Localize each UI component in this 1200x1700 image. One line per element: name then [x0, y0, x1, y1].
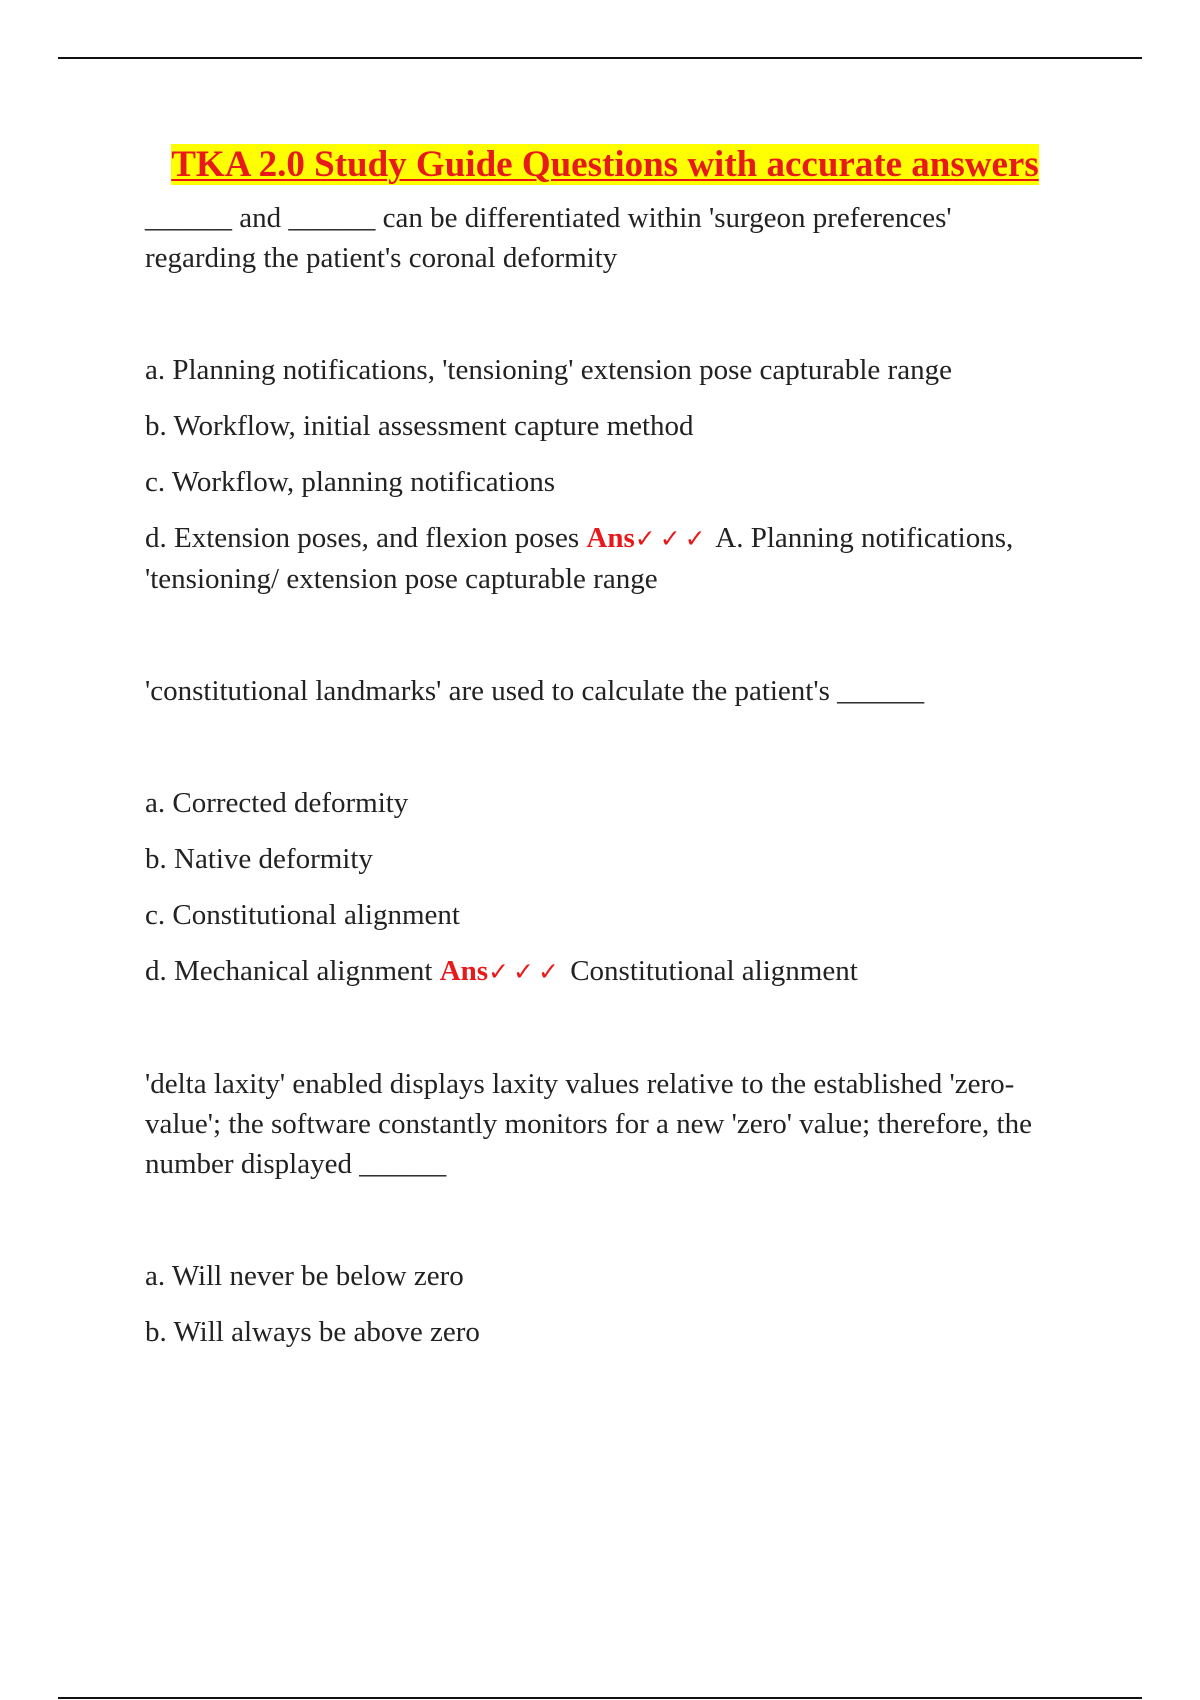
question-1-option-a: a. Planning notifications, 'tensioning' extension pose capturable range: [145, 354, 952, 386]
top-rule: [58, 57, 1142, 59]
question-1-answer: A. Planning notifications, 'tensioning/ extension pose capturable range: [145, 522, 1014, 595]
question-1-option-b: b. Workflow, initial assessment capture method: [145, 410, 694, 442]
document-page: [145, 140, 1065, 1368]
question-1: [145, 198, 1065, 599]
question-2-option-c: c. Constitutional alignment: [145, 899, 460, 931]
document-title: [145, 140, 1065, 190]
checkmarks-icon: ✓✓✓: [634, 524, 710, 553]
question-2-option-a: a. Corrected deformity: [145, 787, 409, 819]
answer-label: Ans: [439, 955, 489, 987]
question-3: [145, 1064, 1065, 1352]
question-2-answer: Constitutional alignment: [570, 955, 858, 987]
bottom-rule: [58, 1697, 1142, 1699]
question-2-option-d-with-answer: [145, 951, 1065, 992]
question-2-option-d: d. Mechanical alignment: [145, 955, 433, 987]
question-3-option-b: b. Will always be above zero: [145, 1316, 480, 1348]
question-2-stem: 'constitutional landmarks' are used to calculate the patient's ______: [145, 675, 925, 707]
answer-label: Ans: [586, 522, 635, 554]
checkmarks-icon: ✓✓✓: [488, 957, 563, 986]
question-1-option-d-with-answer: [145, 518, 1065, 599]
question-3-option-a: a. Will never be below zero: [145, 1260, 464, 1292]
question-3-stem: 'delta laxity' enabled displays laxity values relative to the established 'zero-value'; the software constantly monitors for a new 'zero' value; therefore, the number displayed ______: [145, 1068, 1032, 1180]
question-1-option-c: c. Workflow, planning notifications: [145, 466, 556, 498]
question-2: [145, 671, 1065, 992]
question-1-stem: ______ and ______ can be differentiated within 'surgeon preferences' regarding the patient's coronal deformity: [145, 202, 952, 274]
document-title-text: TKA 2.0 Study Guide Questions with accurate answers: [171, 144, 1039, 185]
question-1-option-d: d. Extension poses, and flexion poses: [145, 522, 580, 554]
question-2-option-b: b. Native deformity: [145, 843, 373, 875]
